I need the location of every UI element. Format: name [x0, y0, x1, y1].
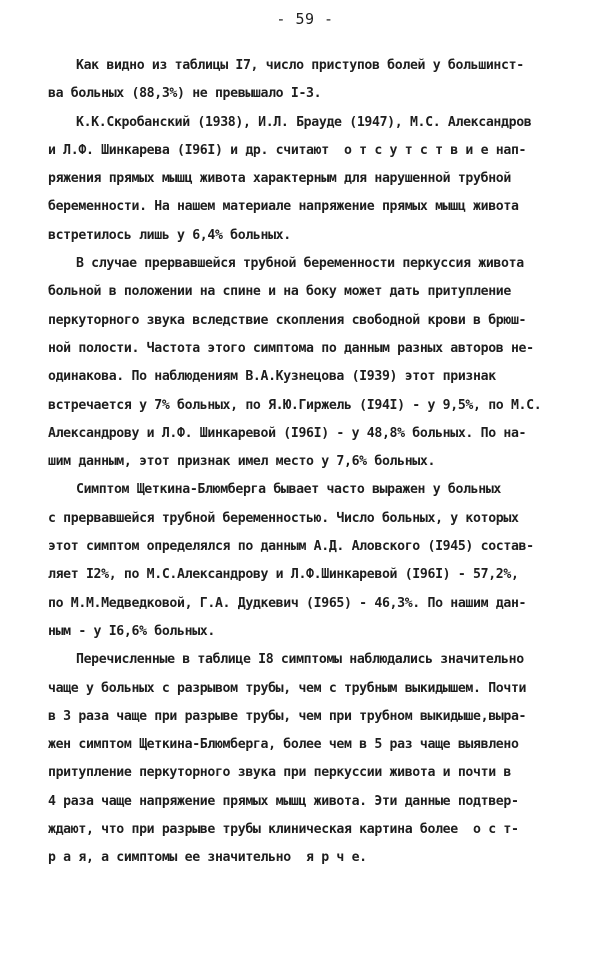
page-number: - 59 -: [276, 10, 334, 28]
text-line: жен симптом Щеткина-Блюмберга, более чем в 5 раз чаще выявлено: [48, 737, 519, 753]
text-line: этот симптом определялся по данным А.Д. Аловского (I945) состав-: [48, 539, 534, 555]
text-line: в 3 раза чаще при разрыве трубы, чем при трубном выкидыше,выра-: [48, 708, 527, 724]
text-line: с прервавшейся трубной беременностью. Число больных, у которых: [48, 510, 519, 526]
text-line: 4 раза чаще напряжение прямых мышц живота. Эти данные подтвер-: [48, 793, 519, 809]
body-text: [48, 52, 588, 873]
text-line: ждают, что при разрыве трубы клиническая картина более о с т-: [48, 822, 519, 838]
text-line: по М.М.Медведковой, Г.А. Дудкевич (I965) - 46,3%. По нашим дан-: [48, 595, 527, 611]
text-line: Перечисленные в таблице I8 симптомы наблюдались значительно: [76, 652, 524, 668]
text-line: В случае прервавшейся трубной беременности перкуссия живота: [76, 256, 524, 272]
text-line: перкуторного звука вследствие скопления свободной крови в брюш-: [48, 312, 527, 328]
text-line: и Л.Ф. Шинкарева (I96I) и др. считают о т с у т с т в и е нап-: [48, 142, 527, 158]
text-line: встречается у 7% больных, по Я.Ю.Гиржель (I94I) - у 9,5%, по М.С.: [48, 397, 542, 413]
text-line: р а я, а симптомы ее значительно я р ч е.: [48, 850, 367, 866]
text-line: притупление перкуторного звука при перкуссии живота и почти в: [48, 765, 511, 781]
text-line: К.К.Скробанский (1938), И.Л. Брауде (1947), М.С. Александров: [76, 114, 532, 130]
text-line: ляет I2%, по М.С.Александрову и Л.Ф.Шинкаревой (I96I) - 57,2%,: [48, 567, 519, 583]
text-line: шим данным, этот признак имел место у 7,6% больных.: [48, 454, 436, 470]
text-line: беременности. На нашем материале напряжение прямых мышц живота: [48, 199, 519, 215]
text-line: Александрову и Л.Ф. Шинкаревой (I96I) - у 48,8% больных. По на-: [48, 425, 527, 441]
text-line: одинакова. По наблюдениям В.А.Кузнецова (I939) этот признак: [48, 369, 496, 385]
text-line: Как видно из таблицы I7, число приступов болей у большинст-: [76, 58, 524, 73]
text-line: больной в положении на спине и на боку может дать притупление: [48, 284, 511, 300]
text-line: Симптом Щеткина-Блюмберга бывает часто выражен у больных: [76, 482, 502, 498]
text-line: чаще у больных с разрывом трубы, чем с трубным выкидышем. Почти: [48, 680, 527, 696]
text-line: ва больных (88,3%) не превышало I-3.: [48, 86, 322, 102]
text-line: ной полости. Частота этого симптома по данным разных авторов не-: [48, 340, 534, 356]
text-line: ным - у I6,6% больных.: [48, 623, 215, 639]
text-line: встретилось лишь у 6,4% больных.: [48, 227, 291, 243]
text-line: ряжения прямых мышц живота характерным для нарушенной трубной: [48, 171, 511, 187]
